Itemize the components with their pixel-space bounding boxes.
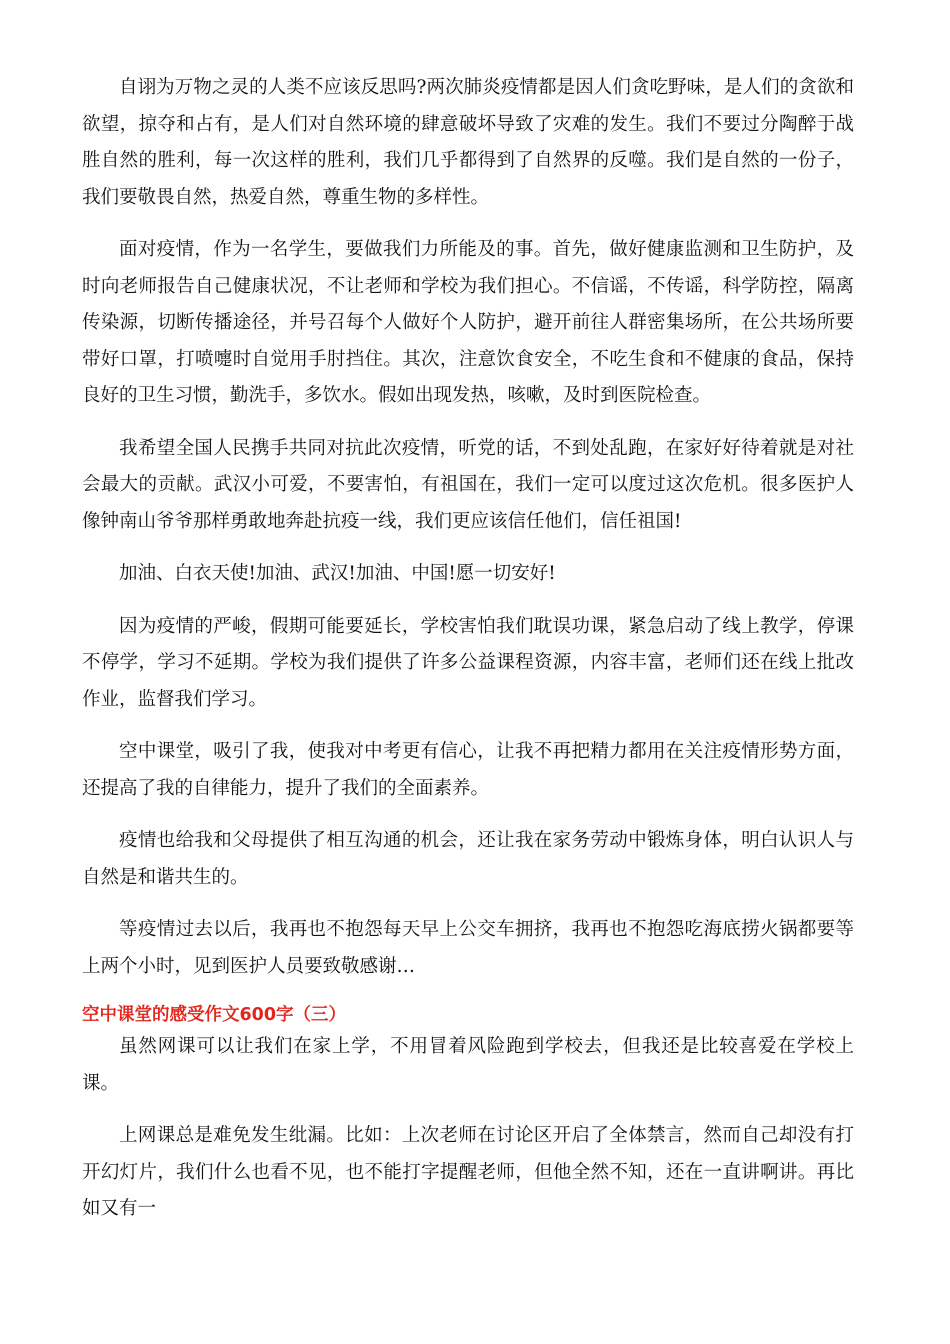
paragraph-family-time: 疫情也给我和父母提供了相互沟通的机会，还让我在家务劳动中锻炼身体，明白认识人与自然是和谐共生的。	[82, 830, 854, 888]
paragraph-prefer-school: 虽然网课可以让我们在家上学，不用冒着风险跑到学校去，但我还是比较喜爱在学校上课。	[82, 1036, 854, 1094]
paragraph-after-epidemic: 等疫情过去以后，我再也不抱怨每天早上公交车拥挤，我再也不抱怨吃海底捞火锅都要等上两个小时，见到医护人员要致敬感谢…	[82, 919, 854, 977]
paragraph-online-teaching: 因为疫情的严峻，假期可能要延长，学校害怕我们耽误功课，紧急启动了线上教学，停课不停学，学习不延期。学校为我们提供了许多公益课程资源，内容丰富，老师们还在线上批改作业，监督我们学习。	[82, 615, 854, 710]
document-page	[82, 70, 854, 1244]
paragraph-online-mishaps: 上网课总是难免发生纰漏。比如：上次老师在讨论区开启了全体禁言，然而自己却没有打开幻灯片，我们什么也看不见，也不能打字提醒老师，但他全然不知，还在一直讲啊讲。再比如又有一	[82, 1125, 854, 1219]
paragraph-air-classroom: 空中课堂，吸引了我，使我对中考更有信心，让我不再把精力都用在关注疫情形势方面，还提高了我的自律能力，提升了我们的全面素养。	[82, 741, 854, 799]
paragraph-cheer: 加油、白衣天使!加油、武汉!加油、中国!愿一切安好!	[119, 563, 556, 584]
paragraph-student-actions: 面对疫情，作为一名学生，要做我们力所能及的事。首先，做好健康监测和卫生防护，及时向老师报告自己健康状况，不让老师和学校为我们担心。不信谣，不传谣，科学防控，隔离传染源，切断传播途径，并号召每个人做好个人防护，避开前往人群密集场所，在公共场所要带好口罩，打喷嚏时自觉用手肘挡住。其次，注意饮食安全，不吃生食和不健康的食品，保持良好的卫生习惯，勤洗手，多饮水。假如出现发热，咳嗽，及时到医院检查。	[82, 239, 854, 406]
section-title: 空中课堂的感受作文600字（三）	[82, 1005, 347, 1025]
paragraph-national-unity: 我希望全国人民携手共同对抗此次疫情，听党的话，不到处乱跑，在家好好待着就是对社会最大的贡献。武汉小可爱，不要害怕，有祖国在，我们一定可以度过这次危机。很多医护人像钟南山爷爷那样勇敢地奔赴抗疫一线，我们更应该信任他们，信任祖国!	[82, 437, 854, 532]
paragraph-reflection: 自诩为万物之灵的人类不应该反思吗?两次肺炎疫情都是因人们贪吃野味，是人们的贪欲和欲望，掠夺和占有，是人们对自然环境的肆意破坏导致了灾难的发生。我们不要过分陶醉于战胜自然的胜利，每一次这样的胜利，我们几乎都得到了自然界的反噬。我们是自然的一份子，我们要敬畏自然，热爱自然，尊重生物的多样性。	[82, 77, 854, 208]
